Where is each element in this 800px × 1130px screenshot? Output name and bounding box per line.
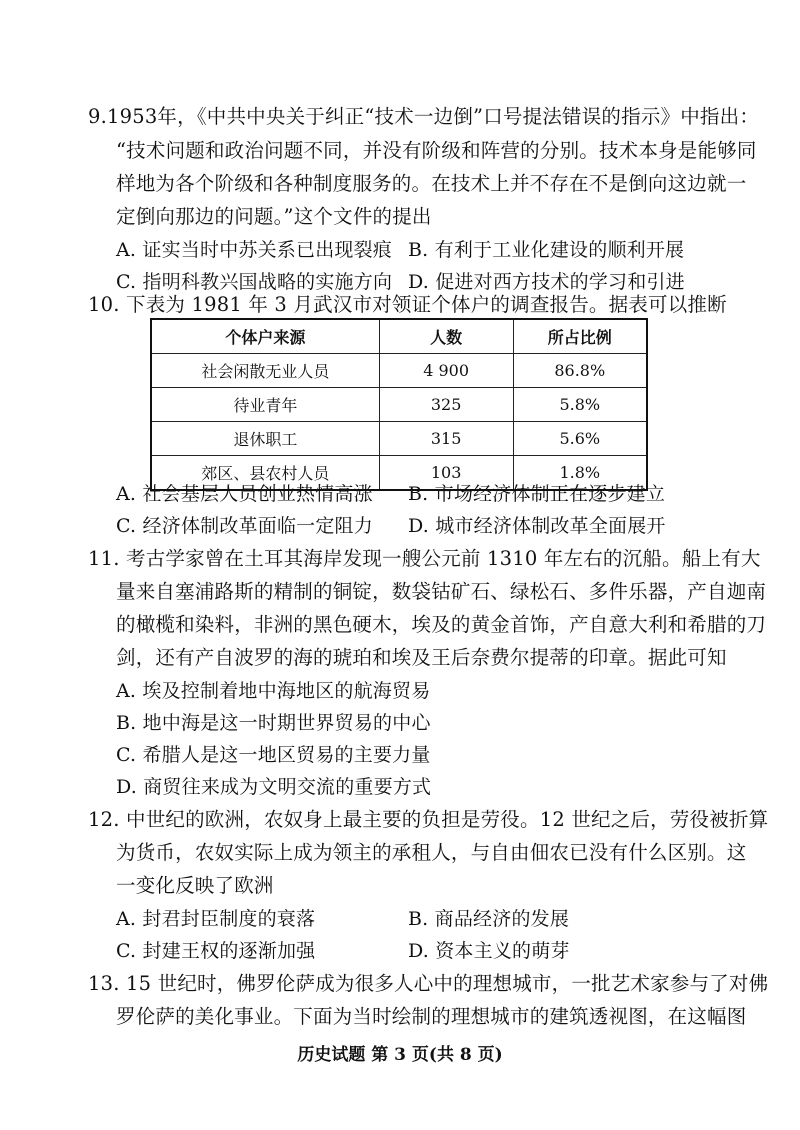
- q10-option-b[interactable]: B. 市场经济体制正在逐步建立: [408, 483, 666, 505]
- q9-stem-line-2: “技术问题和政治问题不同，并没有阶级和阵营的分别。技术本身是能够同: [116, 139, 757, 162]
- q9-stem-line-1: 9.1953年，《中共中央关于纠正“技术一边倒”口号提法错误的指示》中指出：: [88, 105, 760, 128]
- table-row: [151, 422, 647, 456]
- cell-source: 退休职工: [151, 422, 379, 456]
- q12-option-c[interactable]: C. 封建王权的逐渐加强: [116, 940, 316, 962]
- q12-stem-line-2: 为货币，农奴实际上成为领主的承租人，与自由佃农已没有什么区别。这: [116, 841, 747, 864]
- cell-ratio: 1.8%: [513, 456, 647, 491]
- q10-option-d[interactable]: D. 城市经济体制改革全面展开: [408, 515, 666, 537]
- q11-stem-line-2: 量来自塞浦路斯的精制的铜锭，数袋钴矿石、绿松石、多件乐器，产自迦南: [116, 580, 767, 603]
- cell-count: 315: [379, 422, 513, 456]
- table-header-row: [151, 319, 647, 354]
- q12-option-b[interactable]: B. 商品经济的发展: [408, 908, 570, 930]
- cell-source: 郊区、县农村人员: [151, 456, 379, 491]
- cell-source: 待业青年: [151, 388, 379, 422]
- q9-option-a[interactable]: A. 证实当时中苏关系已出现裂痕: [116, 239, 393, 261]
- q13-stem-line-1: 13. 15 世纪时，佛罗伦萨成为很多人心中的理想城市，一批艺术家参与了对佛: [88, 972, 769, 995]
- cell-count: 103: [379, 456, 513, 491]
- cell-source: 社会闲散无业人员: [151, 354, 379, 388]
- table-row: [151, 388, 647, 422]
- q9-option-c[interactable]: C. 指明科教兴国战略的实施方向: [116, 271, 393, 293]
- q11-stem-line-1: 11. 考古学家曾在土耳其海岸发现一艘公元前 1310 年左右的沉船。船上有大: [88, 547, 761, 570]
- cell-count: 4 900: [379, 354, 513, 388]
- q11-option-a[interactable]: A. 埃及控制着地中海地区的航海贸易: [116, 680, 431, 702]
- q12-stem-line-3: 一变化反映了欧洲: [116, 874, 274, 897]
- q9-option-b[interactable]: B. 有利于工业化建设的顺利开展: [408, 239, 685, 261]
- q9-stem-line-3: 样地为各个阶级和各种制度服务的。在技术上并不存在不是倒向这边就一: [116, 172, 747, 195]
- q11-option-b[interactable]: B. 地中海是这一时期世界贸易的中心: [116, 712, 431, 734]
- q12-option-a[interactable]: A. 封君封臣制度的衰落: [116, 908, 316, 930]
- header-count: 人数: [379, 319, 513, 354]
- q12-stem-line-1: 12. 中世纪的欧洲，农奴身上最主要的负担是劳役。12 世纪之后，劳役被折算: [88, 808, 769, 831]
- q9-option-d[interactable]: D. 促进对西方技术的学习和引进: [408, 271, 685, 293]
- header-source: 个体户来源: [151, 319, 379, 354]
- q11-option-d[interactable]: D. 商贸往来成为文明交流的重要方式: [116, 776, 432, 798]
- q10-stem-line-1: 10. 下表为 1981 年 3 月武汉市对领证个体户的调查报告。据表可以推断: [88, 293, 727, 316]
- cell-count: 325: [379, 388, 513, 422]
- cell-ratio: 5.6%: [513, 422, 647, 456]
- q11-stem-line-4: 剑，还有产自波罗的海的琥珀和埃及王后奈费尔提蒂的印章。据此可知: [116, 646, 727, 669]
- cell-ratio: 86.8%: [513, 354, 647, 388]
- q11-stem-line-3: 的橄榄和染料，非洲的黑色硬木，埃及的黄金首饰，产自意大利和希腊的刀: [116, 613, 767, 636]
- q11-option-c[interactable]: C. 希腊人是这一地区贸易的主要力量: [116, 744, 431, 766]
- table-row: [151, 354, 647, 388]
- survey-table: [150, 318, 648, 491]
- q10-option-c[interactable]: C. 经济体制改革面临一定阻力: [116, 515, 373, 537]
- q9-stem-line-4: 定倒向那边的问题。”这个文件的提出: [116, 205, 432, 228]
- q10-option-a[interactable]: A. 社会基层人员创业热情高涨: [116, 483, 373, 505]
- cell-ratio: 5.8%: [513, 388, 647, 422]
- header-ratio: 所占比例: [513, 319, 647, 354]
- page-footer: 历史试题 第 3 页(共 8 页): [297, 1045, 503, 1065]
- q13-stem-line-2: 罗伦萨的美化事业。下面为当时绘制的理想城市的建筑透视图，在这幅图: [116, 1005, 747, 1028]
- q12-option-d[interactable]: D. 资本主义的萌芽: [408, 940, 570, 962]
